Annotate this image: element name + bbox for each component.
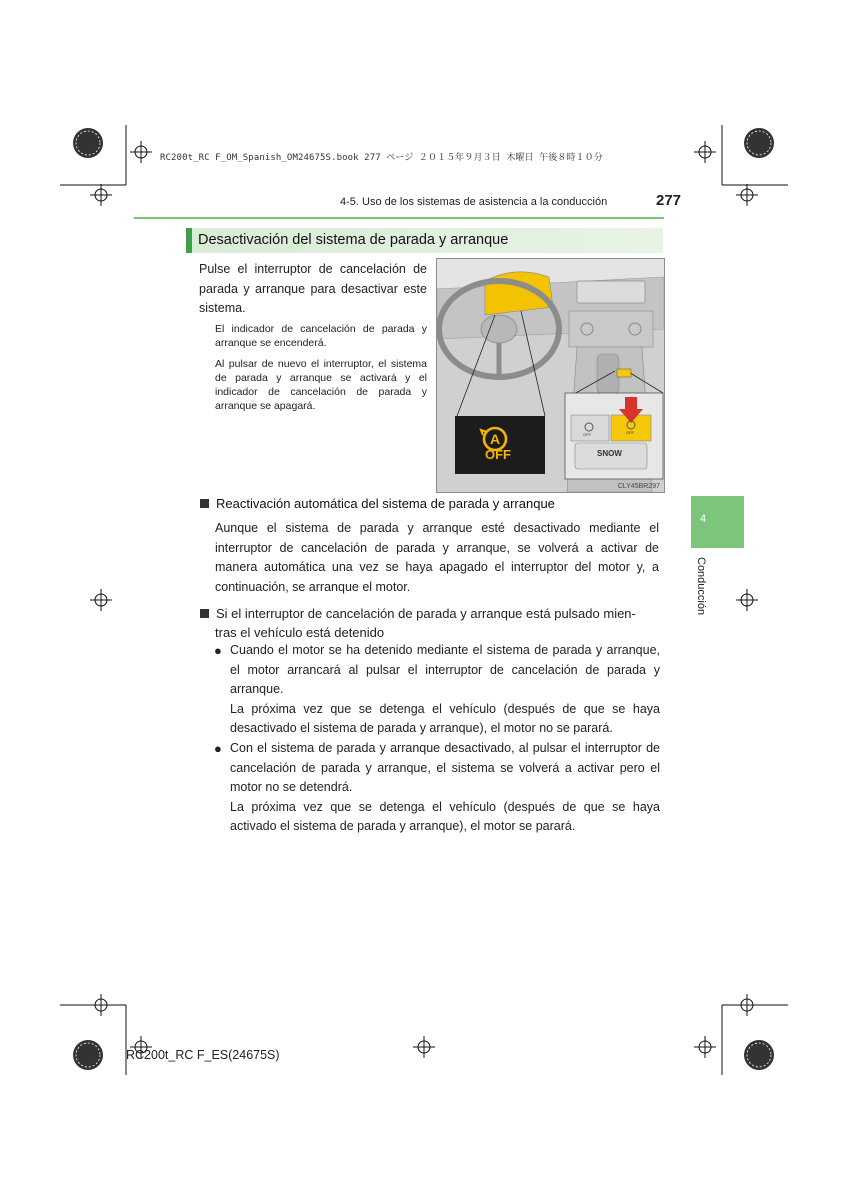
- chapter-header: 4-5. Uso de los sistemas de asistencia a la conducción: [340, 196, 608, 208]
- chapter-tab-number: 4: [700, 513, 707, 525]
- round-bullet-icon: ●: [214, 643, 222, 658]
- square-bullet-icon: [200, 499, 209, 508]
- chapter-tab-label: Conducción: [695, 557, 707, 616]
- subsection-title-text: Reactivación automática del sistema de parada y arranque: [216, 496, 555, 511]
- intro-paragraph: Pulse el interruptor de cancelación de parada y arranque para desactivar este sistema.: [199, 262, 427, 315]
- button-right-label: OFF: [626, 430, 634, 435]
- snow-switch-label: SNOW: [597, 449, 622, 458]
- header-rule: [134, 217, 664, 219]
- list-item-followup: La próxima vez que se detenga el vehículo (después de que se haya desactivado el sistema de parada y arranque), el motor no se parará.: [230, 701, 660, 735]
- print-info-line: RC200t_RC F_OM_Spanish_OM24675S.book 277 ページ ２０１５年９月３日 木曜日 午後８時１０分: [160, 153, 603, 163]
- list-item: [214, 739, 660, 837]
- list-item-text: Con el sistema de parada y arranque desactivado, al pulsar el interruptor de cancelación de parada y arranque, el sistema se volverá a activar pero el motor no se detendrá.: [230, 741, 660, 794]
- note-paragraph: Al pulsar de nuevo el interruptor, el sistema de parada y arranque se activará y el indicador de cancelación de parada y arranque se apagará.: [215, 358, 427, 412]
- figure-code: CLY45BR297: [617, 483, 660, 490]
- list-item: [214, 641, 660, 739]
- note-paragraph: El indicador de cancelación de parada y arranque se encenderá.: [215, 323, 427, 349]
- footer-code: RC200t_RC F_ES(24675S): [126, 1048, 280, 1062]
- section-title: Desactivación del sistema de parada y arranque: [198, 232, 509, 248]
- dashboard-illustration: [436, 258, 665, 493]
- subsection-title: [200, 604, 660, 642]
- subsection-title-text: tras el vehículo está detenido: [215, 625, 385, 640]
- section-header-marker: [186, 228, 192, 253]
- button-left-label: OFF: [583, 432, 591, 437]
- car-interior-icon: [437, 259, 664, 492]
- chapter-tab: [691, 496, 744, 548]
- subsection-title: [200, 496, 555, 511]
- list-item-followup: La próxima vez que se detenga el vehículo (después de que se haya activado el sistema de parada y arranque), el motor se parará.: [230, 799, 660, 833]
- square-bullet-icon: [200, 609, 209, 618]
- indicator-off-label: OFF: [485, 447, 511, 462]
- svg-text:A: A: [489, 431, 501, 447]
- page-number: 277: [656, 192, 682, 209]
- subsection-title-text: Si el interruptor de cancelación de parada y arranque está pulsado mien-: [216, 606, 636, 621]
- subsection-body: Aunque el sistema de parada y arranque esté desactivado mediante el interruptor de cancelación de parada y arranque, se volverá a activar de manera automática una vez se haya apagado el interruptor del motor y, a continuación, se arranque el motor.: [215, 521, 659, 594]
- list-item-text: Cuando el motor se ha detenido mediante el sistema de parada y arranque, el motor arrancará al pulsar el interruptor de cancelación de parada y arranque.: [230, 643, 660, 696]
- round-bullet-icon: ●: [214, 741, 222, 756]
